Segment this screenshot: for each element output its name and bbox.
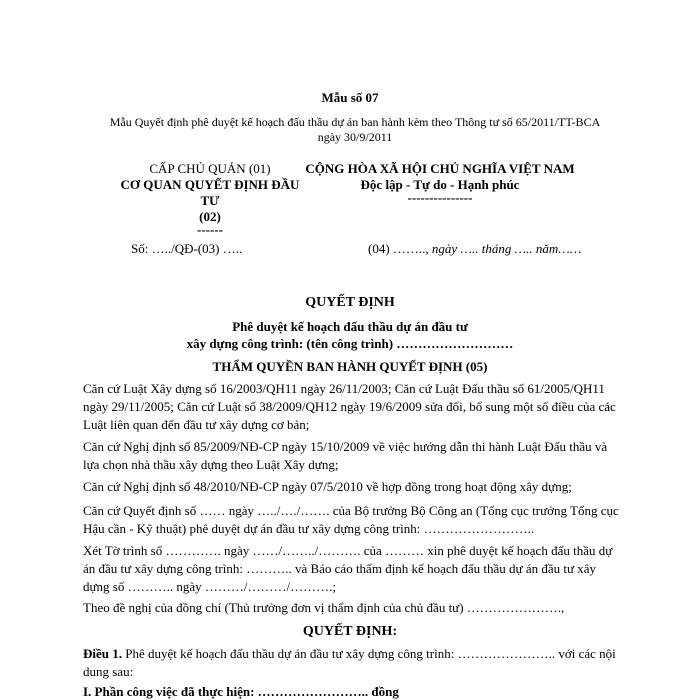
- article-1-text: Phê duyệt kế hoạch đấu thầu dự án đầu tư xây dựng công trình: ………………….. với các nội dung sau:: [83, 646, 616, 679]
- document-subtitle: [0, 318, 700, 352]
- left-header: [110, 161, 310, 235]
- place-date-line: [368, 241, 581, 257]
- decision-heading: QUYẾT ĐỊNH:: [302, 624, 398, 639]
- legal-basis-investment-decision: Căn cứ Quyết định số …… ngày …../…./……. của Bộ trưởng Bộ Công an (Tổng cục trưởng Tổng cục Hậu cần - Kỹ thuật) phê duyệt dự án đầu tư xây dựng công trình: ……………………..: [83, 503, 619, 536]
- right-header-rule: ---------------: [407, 190, 473, 205]
- proposal-line: Theo đề nghị của đồng chí (Thủ trưởng đơn vị thẩm định của chủ đầu tư) ………………….,: [83, 600, 565, 615]
- subtitle-line-2: xây dựng công trình: (tên công trình) ………………………: [186, 336, 514, 351]
- issuing-authority-heading: THẨM QUYỀN BAN HÀNH QUYẾT ĐỊNH (05): [212, 359, 488, 374]
- left-header-rule: ------: [197, 222, 223, 237]
- subtitle-line-1: Phê duyệt kế hoạch đấu thầu dự án đầu tư: [232, 319, 468, 334]
- place-label: (04) ……..,: [368, 241, 432, 256]
- national-motto: Độc lập - Tự do - Hạnh phúc: [360, 177, 520, 192]
- article-1-label: Điều 1.: [83, 646, 122, 661]
- legal-basis-decree-48: Căn cứ Nghị định số 48/2010/NĐ-CP ngày 07/5/2010 về hợp đồng trong hoạt động xây dựng;: [83, 479, 572, 494]
- article-1: [83, 645, 623, 681]
- investment-agency-number: (02): [199, 209, 221, 224]
- section-1-heading: I. Phần công việc đã thực hiện: …………………….. đồng: [83, 684, 399, 699]
- form-description: Mẫu Quyết định phê duyệt kế hoạch đấu thầu dự án ban hành kèm theo Thông tư số 65/2011/TT-BCA ngày 30/9/2011: [109, 115, 601, 144]
- document-title: QUYẾT ĐỊNH: [305, 295, 395, 310]
- legal-basis-construction-law: Căn cứ Luật Xây dựng số 16/2003/QH11 ngày 26/11/2003; Căn cứ Luật Đấu thầu số 61/2005/QH11 ngày 29/11/2005; Căn cứ Luật số 38/2009/QH12 ngày 19/6/2009 sửa đổi, bổ sung một số điều của các Luật liên quan đến đầu tư xây dựng cơ bản;: [83, 381, 616, 432]
- form-number: Mẫu số 07: [321, 90, 379, 105]
- issuing-authority-line: CẤP CHỦ QUẢN (01): [149, 161, 271, 176]
- right-header: [290, 161, 590, 203]
- national-name: CỘNG HÒA XÃ HỘI CHỦ NGHĨA VIỆT NAM: [305, 161, 575, 176]
- date-label: ngày ….. tháng ….. năm……: [431, 241, 582, 256]
- document-number: Số: …../QĐ-(03) …..: [131, 241, 243, 256]
- legal-basis-decree-85: Căn cứ Nghị định số 85/2009/NĐ-CP ngày 15/10/2009 về việc hướng dẫn thi hành Luật Đấu thầu và lựa chọn nhà thầu xây dựng theo Luật Xây dựng;: [83, 439, 608, 472]
- submission-review: Xét Tờ trình số …………. ngày ……/……../………. của ……… xin phê duyệt kế hoạch đấu thầu dự án đầu tư xây dựng công trình: ……….. và Báo cáo thẩm định kế hoạch đấu thầu dự án đầu tư xây dựng số ……….. ngày ………/………/……….;: [83, 543, 613, 594]
- investment-agency-line: CƠ QUAN QUYẾT ĐỊNH ĐẦU TƯ: [120, 177, 300, 208]
